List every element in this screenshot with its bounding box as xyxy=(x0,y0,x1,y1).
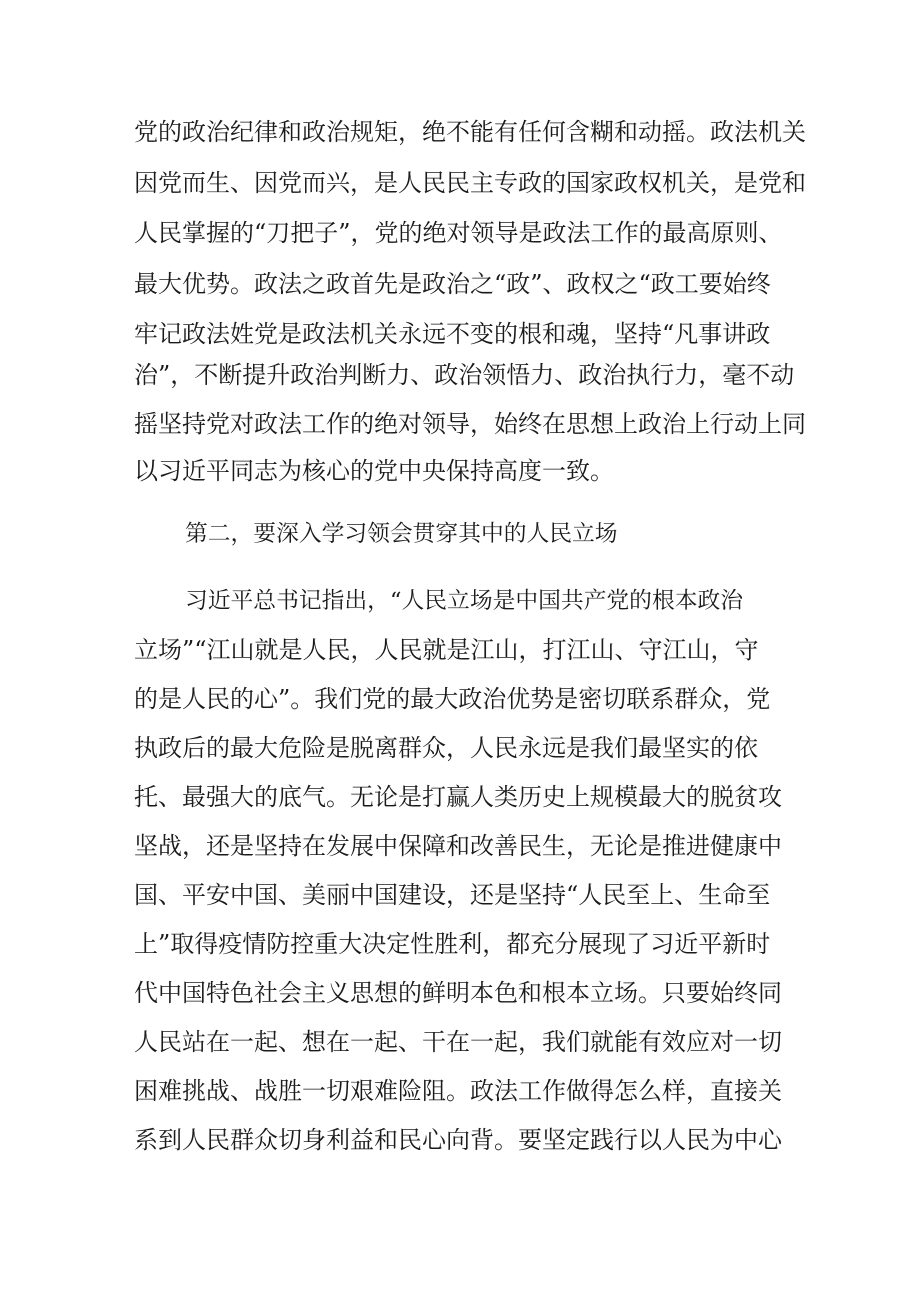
paragraph-2-line-9: 代中国特色社会主义思想的鲜明本色和根本立场。只要始终同 xyxy=(134,979,782,1007)
paragraph-2-line-6: 坚战，还是坚持在发展中保障和改善民生，无论是推进健康中 xyxy=(134,832,782,860)
paragraph-2-line-1: 习近平总书记指出，“人民立场是中国共产党的根本政治 xyxy=(185,588,744,614)
paragraph-2-line-10: 人民站在一起、想在一起、干在一起，我们就能有效应对一切 xyxy=(134,1028,782,1056)
paragraph-2-line-12: 系到人民群众切身利益和民心向背。要坚定践行以人民为中心 xyxy=(134,1126,782,1154)
section-heading-2: 第二，要深入学习领会贯穿其中的人民立场 xyxy=(185,521,618,547)
paragraph-2-line-11: 困难挑战、战胜一切艰难险阻。政法工作做得怎么样，直接关 xyxy=(134,1077,782,1105)
paragraph-2-line-8: 上”取得疫情防控重大决定性胜利，都充分展现了习近平新时 xyxy=(134,930,771,958)
paragraph-1-line-2: 因党而生、因党而兴，是人民民主专政的国家政权机关，是党和 xyxy=(134,169,806,197)
paragraph-1-line-1: 党的政治纪律和政治规矩，绝不能有任何含糊和动摇。政法机关 xyxy=(134,118,806,146)
paragraph-1-line-3: 人民掌握的“刀把子”，党的绝对领导是政法工作的最高原则、 xyxy=(134,219,783,247)
paragraph-1-line-6: 治”，不断提升政治判断力、政治领悟力、政治执行力，毫不动 xyxy=(134,361,795,389)
paragraph-2-line-3: 的是人民的心”。我们党的最大政治优势是密切联系群众，党 xyxy=(134,685,771,713)
paragraph-1-line-8: 以习近平同志为核心的党中央保持高度一致。 xyxy=(134,457,614,485)
paragraph-1-line-7: 摇坚持党对政法工作的绝对领导，始终在思想上政治上行动上同 xyxy=(134,410,806,438)
paragraph-2-line-5: 托、最强大的底气。无论是打赢人类历史上规模最大的脱贫攻 xyxy=(134,783,782,811)
paragraph-1-line-5: 牢记政法姓党是政法机关永远不变的根和魂，坚持“凡事讲政 xyxy=(134,320,771,348)
paragraph-2-line-2: 立场”“江山就是人民，人民就是江山，打江山、守江山，守 xyxy=(134,636,759,664)
paragraph-1-line-4: 最大优势。政法之政首先是政治之“政”、政权之“政工要始终 xyxy=(134,270,771,298)
paragraph-2-line-7: 国、平安中国、美丽中国建设，还是坚持“人民至上、生命至 xyxy=(134,881,771,909)
paragraph-2-line-4: 执政后的最大危险是脱离群众，人民永远是我们最坚实的依 xyxy=(134,734,758,762)
